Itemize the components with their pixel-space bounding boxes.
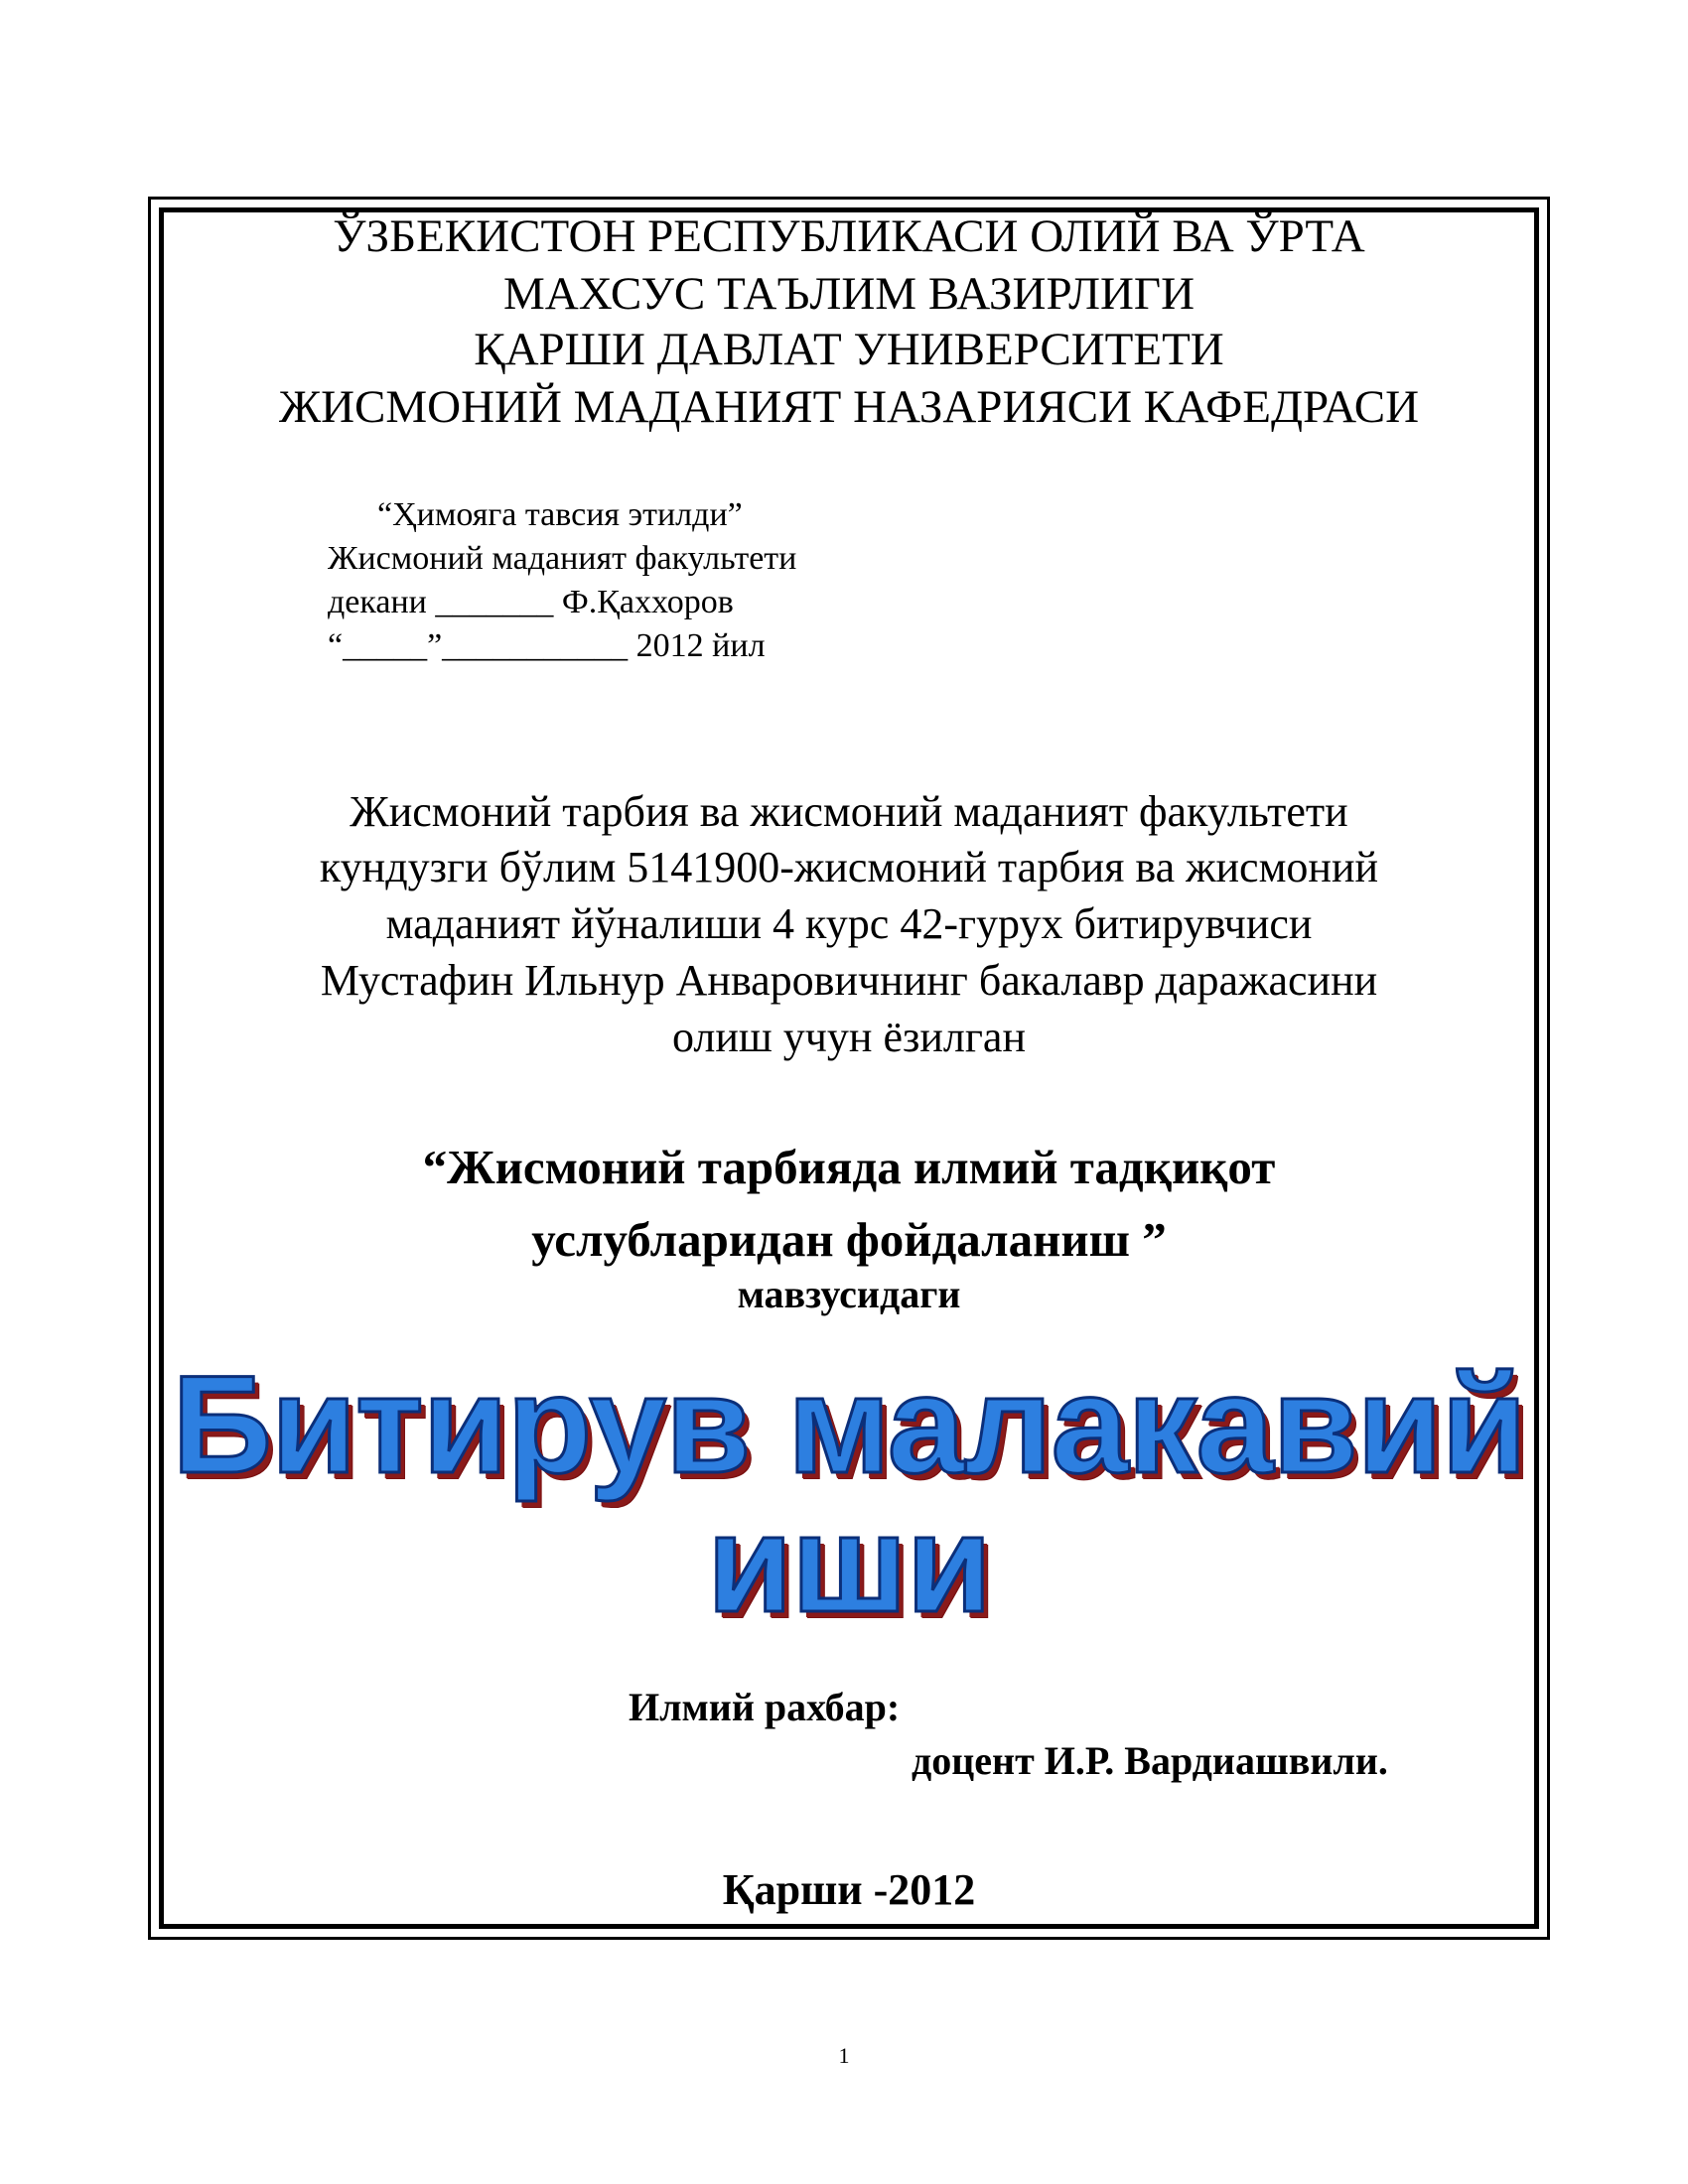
description-line-2: кундузги бўлим 5141900-жисмоний тарбия ва жисмоний: [319, 843, 1379, 891]
approval-faculty: Жисмоний маданият факультети: [328, 540, 797, 577]
approval-stamp: “Ҳимояга тавсия этилди”: [377, 496, 743, 533]
approval-dean: декани _______ Ф.Қаххоров: [328, 584, 734, 620]
page-number: 1: [838, 2043, 850, 2068]
department-name: ЖИСМОНИЙ МАДАНИЯТ НАЗАРИЯСИ КАФЕДРАСИ: [278, 381, 1420, 433]
city-year: Қарши -2012: [722, 1865, 976, 1914]
document-type-title-line-1: Битирув малакавий: [172, 1346, 1526, 1502]
description-line-4: Мустафин Ильнур Анваровичнинг бакалавр даражасини: [320, 956, 1378, 1005]
supervisor-label: Илмий рахбар:: [629, 1685, 901, 1729]
topic-title-line-2: услубларидан фойдаланиш ”: [531, 1212, 1167, 1267]
approval-date: “_____”___________ 2012 йил: [328, 627, 766, 664]
topic-suffix: мавзусидаги: [737, 1272, 961, 1316]
university-name: ҚАРШИ ДАВЛАТ УНИВЕРСИТЕТИ: [474, 324, 1224, 375]
document-type-title-line-2: иши: [707, 1485, 991, 1641]
ministry-line-1: ЎЗБЕКИСТОН РЕСПУБЛИКАСИ ОЛИЙ ВА ЎРТА: [333, 210, 1365, 262]
description-line-1: Жисмоний тарбия ва жисмоний маданият факультети: [350, 787, 1348, 836]
description-line-5: олиш учун ёзилган: [671, 1013, 1027, 1061]
ministry-line-2: МАХСУС ТАЪЛИМ ВАЗИРЛИГИ: [502, 268, 1196, 320]
topic-title-line-1: “Жисмоний тарбияда илмий тадқиқот: [422, 1140, 1276, 1194]
description-line-3: маданият йўналиши 4 курс 42-гурух битирувчиси: [385, 899, 1313, 948]
page-border-inner: [159, 207, 1539, 1929]
supervisor-name: доцент И.Р. Вардиашвили.: [912, 1738, 1388, 1783]
